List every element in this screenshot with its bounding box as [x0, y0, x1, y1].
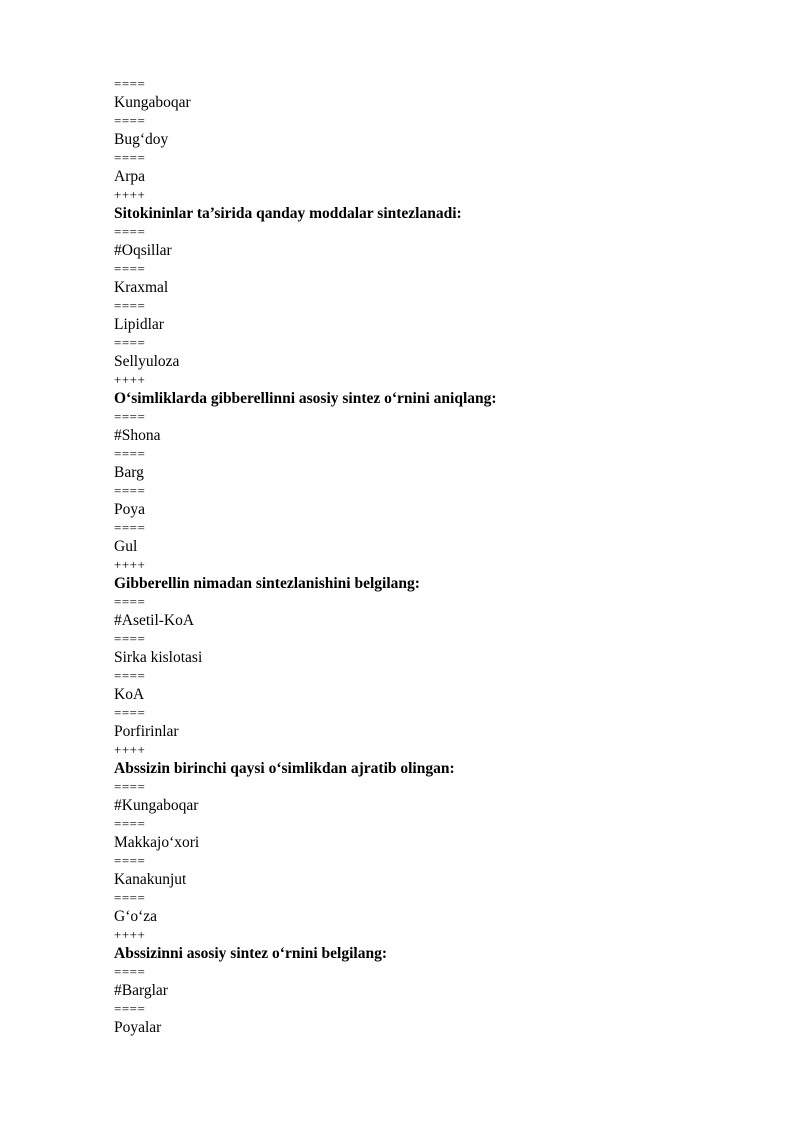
separator-line: ====: [114, 705, 146, 720]
separator-line: ====: [114, 113, 146, 128]
separator-line: ====: [114, 483, 146, 498]
separator-line: ====: [114, 668, 146, 683]
answer-option: #Kungaboqar: [114, 796, 199, 814]
separator-line: ++++: [114, 927, 146, 942]
answer-option: Poyalar: [114, 1018, 162, 1036]
answer-option: #Asetil-KoA: [114, 611, 195, 629]
separator-line: ====: [114, 631, 146, 646]
separator-line: ++++: [114, 742, 146, 757]
separator-line: ++++: [114, 557, 146, 572]
answer-option: Porfirinlar: [114, 722, 179, 740]
separator-line: ====: [114, 298, 146, 313]
answer-option: Gul: [114, 537, 138, 555]
separator-line: ====: [114, 520, 146, 535]
separator-line: ====: [114, 76, 146, 91]
separator-line: ====: [114, 816, 146, 831]
answer-option: Kraxmal: [114, 278, 169, 296]
answer-option: Kungaboqar: [114, 93, 191, 111]
answer-option: G‘o‘za: [114, 907, 158, 925]
separator-line: ====: [114, 446, 146, 461]
separator-line: ++++: [114, 187, 146, 202]
separator-line: ====: [114, 890, 146, 905]
separator-line: ====: [114, 409, 146, 424]
separator-line: ====: [114, 594, 146, 609]
answer-option: Makkajo‘xori: [114, 833, 200, 851]
answer-option: Poya: [114, 500, 145, 518]
answer-option: Lipidlar: [114, 315, 164, 333]
answer-option: Barg: [114, 463, 144, 481]
answer-option: #Barglar: [114, 981, 168, 999]
question-text: Gibberellin nimadan sintezlanishini belgilang:: [114, 574, 420, 592]
answer-option: #Shona: [114, 426, 161, 444]
document-page: [114, 75, 714, 1037]
separator-line: ====: [114, 1001, 146, 1016]
question-text: Abssizinni asosiy sintez o‘rnini belgilang:: [114, 944, 388, 962]
answer-option: Sellyuloza: [114, 352, 180, 370]
answer-option: KoA: [114, 685, 145, 703]
separator-line: ====: [114, 224, 146, 239]
question-text: Sitokininlar ta’sirida qanday moddalar sintezlanadi:: [114, 204, 462, 222]
answer-option: Bug‘doy: [114, 130, 169, 148]
separator-line: ====: [114, 964, 146, 979]
answer-option: Sirka kislotasi: [114, 648, 203, 666]
question-text: Abssizin birinchi qaysi o‘simlikdan ajratib olingan:: [114, 759, 455, 777]
answer-option: Arpa: [114, 167, 145, 185]
question-text: O‘simliklarda gibberellinni asosiy sintez o‘rnini aniqlang:: [114, 389, 497, 407]
separator-line: ++++: [114, 372, 146, 387]
separator-line: ====: [114, 261, 146, 276]
separator-line: ====: [114, 150, 146, 165]
separator-line: ====: [114, 335, 146, 350]
answer-option: Kanakunjut: [114, 870, 187, 888]
answer-option: #Oqsillar: [114, 241, 172, 259]
separator-line: ====: [114, 853, 146, 868]
separator-line: ====: [114, 779, 146, 794]
